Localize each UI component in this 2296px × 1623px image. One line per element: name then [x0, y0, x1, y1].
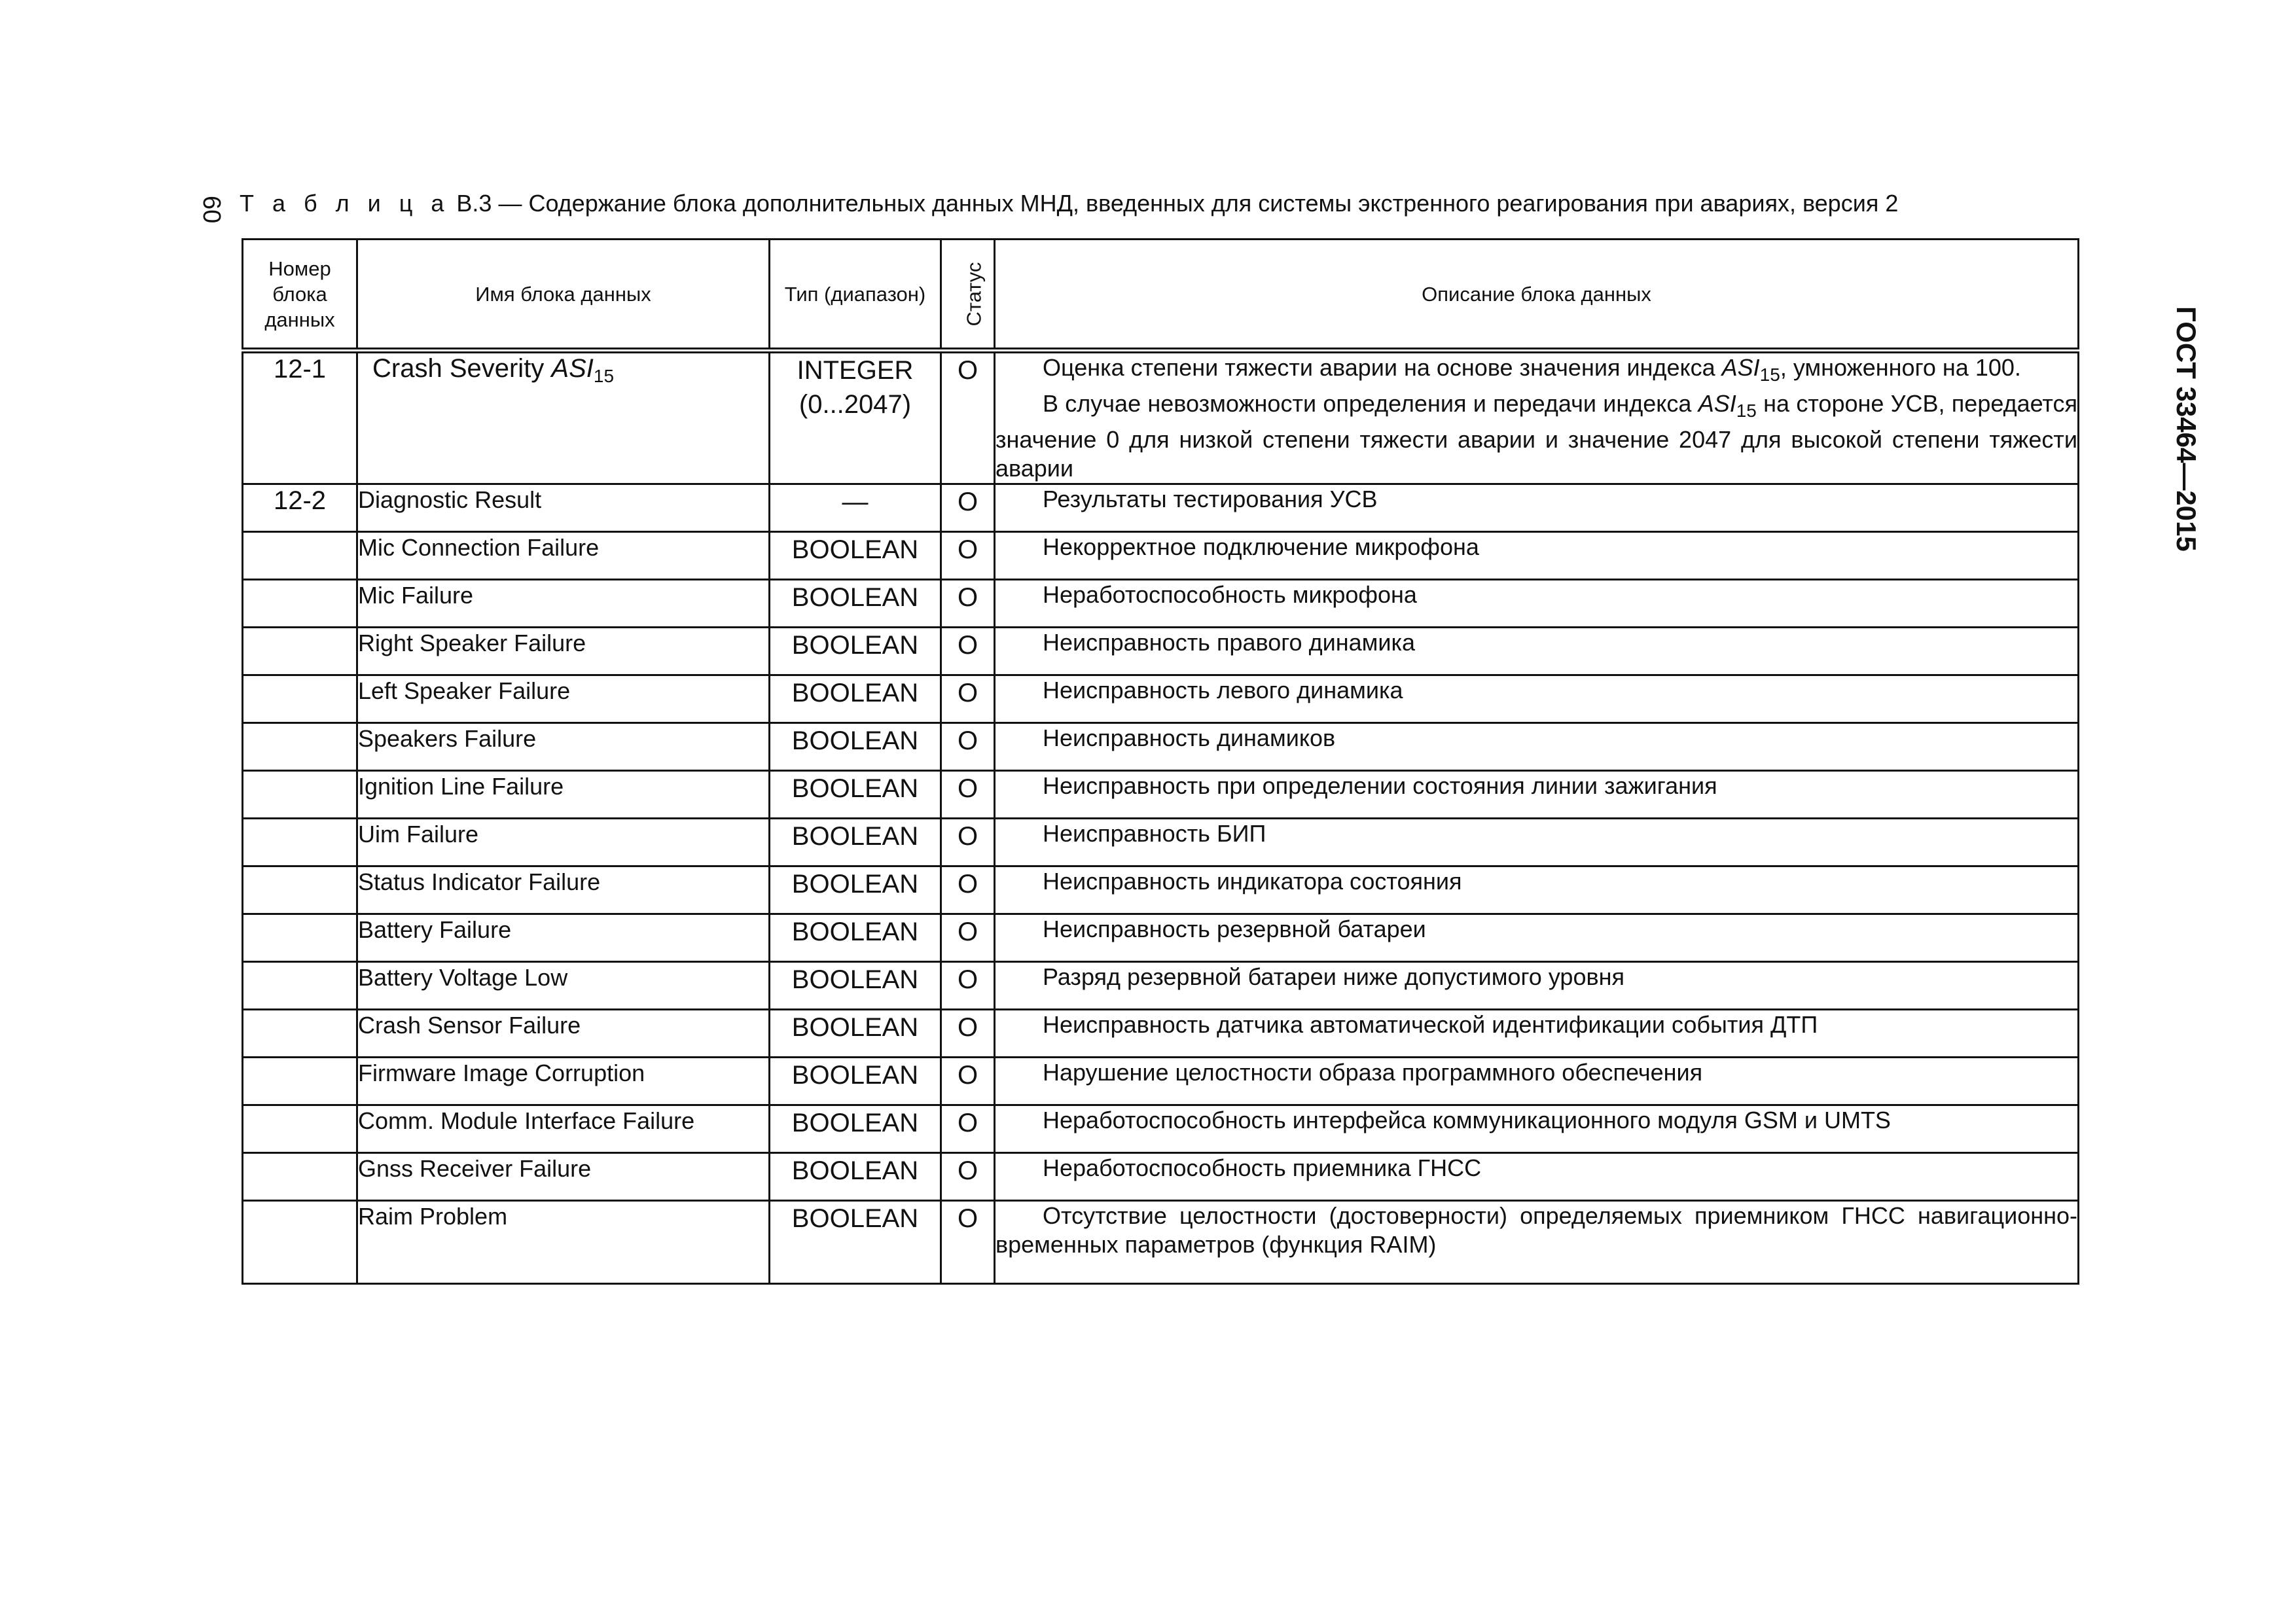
desc-text: Неисправность динамиков — [1043, 724, 1336, 751]
table-row — [243, 532, 2079, 580]
desc-text: Неисправность датчика автоматической идентификации события ДТП — [1043, 1011, 1818, 1038]
header-status — [941, 240, 995, 351]
block-name: Ignition Line Failure — [357, 771, 770, 819]
block-number — [243, 866, 357, 914]
block-number — [243, 914, 357, 962]
block-name: Firmware Image Corruption — [357, 1058, 770, 1105]
header-number: Номер блока данных — [243, 240, 357, 351]
block-description — [995, 962, 2079, 1010]
block-description — [995, 1201, 2079, 1284]
block-name: Crash Sensor Failure — [357, 1010, 770, 1058]
desc-text: Неработоспособность интерфейса коммуникационного модуля GSM и UMTS — [1043, 1107, 1891, 1133]
block-type: BOOLEAN — [770, 1153, 941, 1201]
desc-text: В случае невозможности определения и передачи индекса — [1043, 390, 1698, 417]
block-description — [995, 351, 2079, 484]
block-name — [357, 351, 770, 484]
block-status: O — [941, 771, 995, 819]
block-type-line2: (0...2047) — [798, 390, 912, 419]
block-status: O — [941, 1058, 995, 1105]
table-row — [243, 819, 2079, 866]
block-name-var: ASI — [551, 354, 594, 383]
block-name: Left Speaker Failure — [357, 675, 770, 723]
table-row — [243, 484, 2079, 532]
block-status: O — [941, 675, 995, 723]
header-name: Имя блока данных — [357, 240, 770, 351]
block-status: O — [941, 1153, 995, 1201]
block-name-sub: 15 — [593, 366, 615, 386]
table-row — [243, 1010, 2079, 1058]
block-type: BOOLEAN — [770, 962, 941, 1010]
block-type-line1: INTEGER — [797, 356, 914, 385]
block-type: BOOLEAN — [770, 819, 941, 866]
header-status-label: Статус — [962, 262, 986, 326]
block-description — [995, 723, 2079, 771]
table-row — [243, 771, 2079, 819]
table-row — [243, 866, 2079, 914]
table-row — [243, 1201, 2079, 1284]
block-description — [995, 675, 2079, 723]
block-status: O — [941, 351, 995, 484]
block-status: O — [941, 1201, 995, 1284]
block-status: O — [941, 723, 995, 771]
table-header-row — [243, 240, 2079, 351]
block-description — [995, 914, 2079, 962]
block-description — [995, 819, 2079, 866]
block-name: Gnss Receiver Failure — [357, 1153, 770, 1201]
desc-text: на стороне УСВ, передается значение 0 для низкой степени тяжести аварии и значение 2047 для высокой степени тяжести аварии — [996, 390, 2078, 482]
block-status: O — [941, 532, 995, 580]
desc-text: , умноженного на 100. — [1780, 354, 2021, 381]
block-name-prefix: Crash Severity — [372, 354, 552, 383]
block-name: Raim Problem — [357, 1201, 770, 1284]
block-description — [995, 580, 2079, 628]
block-type: BOOLEAN — [770, 771, 941, 819]
desc-text: Разряд резервной батареи ниже допустимого уровня — [1043, 963, 1624, 990]
desc-text: Неработоспособность микрофона — [1043, 581, 1417, 608]
block-type: BOOLEAN — [770, 1201, 941, 1284]
desc-text: Неисправность резервной батареи — [1043, 916, 1426, 942]
block-name: Battery Failure — [357, 914, 770, 962]
block-type: BOOLEAN — [770, 866, 941, 914]
table-caption — [240, 187, 2138, 220]
block-name: Right Speaker Failure — [357, 628, 770, 675]
block-status: O — [941, 819, 995, 866]
desc-sub: 15 — [1736, 401, 1757, 421]
block-status: O — [941, 628, 995, 675]
block-number — [243, 723, 357, 771]
block-name: Comm. Module Interface Failure — [357, 1105, 770, 1153]
block-number — [243, 580, 357, 628]
block-type: BOOLEAN — [770, 628, 941, 675]
desc-text: Оценка степени тяжести аварии на основе значения индекса — [1043, 354, 1722, 381]
block-status: O — [941, 914, 995, 962]
block-description — [995, 866, 2079, 914]
table-row — [243, 1153, 2079, 1201]
desc-text: Некорректное подключение микрофона — [1043, 533, 1479, 560]
block-number — [243, 819, 357, 866]
table-row — [243, 675, 2079, 723]
desc-text: Результаты тестирования УСВ — [1043, 486, 1378, 512]
block-type: BOOLEAN — [770, 580, 941, 628]
block-name: Status Indicator Failure — [357, 866, 770, 914]
desc-var: ASI — [1721, 354, 1760, 381]
caption-prefix: Т а б л и ц а — [240, 190, 450, 217]
desc-text: Неисправность БИП — [1043, 820, 1266, 847]
block-status: O — [941, 1105, 995, 1153]
block-description — [995, 484, 2079, 532]
block-status: O — [941, 484, 995, 532]
block-number — [243, 532, 357, 580]
table-row — [243, 962, 2079, 1010]
block-status: O — [941, 580, 995, 628]
block-name: Mic Connection Failure — [357, 532, 770, 580]
table-row — [243, 1058, 2079, 1105]
block-type: BOOLEAN — [770, 1058, 941, 1105]
desc-text: Нарушение целостности образа программного обеспечения — [1043, 1059, 1703, 1086]
desc-text: Отсутствие целостности (достоверности) определяемых приемником ГНСС навигационно-временных параметров (функция RAIM) — [996, 1202, 2077, 1258]
block-type: BOOLEAN — [770, 675, 941, 723]
block-number — [243, 675, 357, 723]
table-row — [243, 914, 2079, 962]
desc-sub: 15 — [1759, 365, 1780, 385]
block-number — [243, 771, 357, 819]
data-blocks-table — [242, 238, 2079, 1285]
block-name: Diagnostic Result — [357, 484, 770, 532]
block-type: BOOLEAN — [770, 1105, 941, 1153]
block-type: — — [770, 484, 941, 532]
block-name: Mic Failure — [357, 580, 770, 628]
block-name: Battery Voltage Low — [357, 962, 770, 1010]
block-number — [243, 962, 357, 1010]
block-description — [995, 1153, 2079, 1201]
block-number — [243, 1105, 357, 1153]
block-description — [995, 628, 2079, 675]
block-description — [995, 532, 2079, 580]
table-row — [243, 580, 2079, 628]
block-number — [243, 1201, 357, 1284]
block-status: O — [941, 866, 995, 914]
desc-text: Неисправность левого динамика — [1043, 677, 1403, 704]
block-type: BOOLEAN — [770, 914, 941, 962]
desc-var: ASI — [1698, 390, 1736, 417]
block-name: Speakers Failure — [357, 723, 770, 771]
block-number — [243, 628, 357, 675]
block-type: BOOLEAN — [770, 1010, 941, 1058]
table-row — [243, 628, 2079, 675]
block-number — [243, 1058, 357, 1105]
block-number — [243, 1153, 357, 1201]
header-description: Описание блока данных — [995, 240, 2079, 351]
desc-text: Неисправность индикатора состояния — [1043, 868, 1462, 895]
block-number: 12-1 — [243, 351, 357, 484]
block-type: BOOLEAN — [770, 723, 941, 771]
page-number: 60 — [198, 196, 225, 224]
block-description — [995, 1105, 2079, 1153]
header-type: Тип (диапазон) — [770, 240, 941, 351]
block-description — [995, 1010, 2079, 1058]
block-status: O — [941, 962, 995, 1010]
block-description — [995, 771, 2079, 819]
block-name: Uim Failure — [357, 819, 770, 866]
block-type: BOOLEAN — [770, 532, 941, 580]
table-row — [243, 1105, 2079, 1153]
block-type — [770, 351, 941, 484]
desc-text: Неработоспособность приемника ГНСС — [1043, 1154, 1482, 1181]
desc-text: Неисправность при определении состояния линии зажигания — [1043, 772, 1717, 799]
block-number: 12-2 — [243, 484, 357, 532]
document-code: ГОСТ 33464—2015 — [2171, 306, 2202, 552]
table-row — [243, 351, 2079, 484]
table-row — [243, 723, 2079, 771]
block-description — [995, 1058, 2079, 1105]
caption-text: В.3 — Содержание блока дополнительных данных МНД, введенных для системы экстренного реагирования при авариях, версия 2 — [450, 190, 1899, 217]
block-status: O — [941, 1010, 995, 1058]
block-number — [243, 1010, 357, 1058]
desc-text: Неисправность правого динамика — [1043, 629, 1416, 656]
